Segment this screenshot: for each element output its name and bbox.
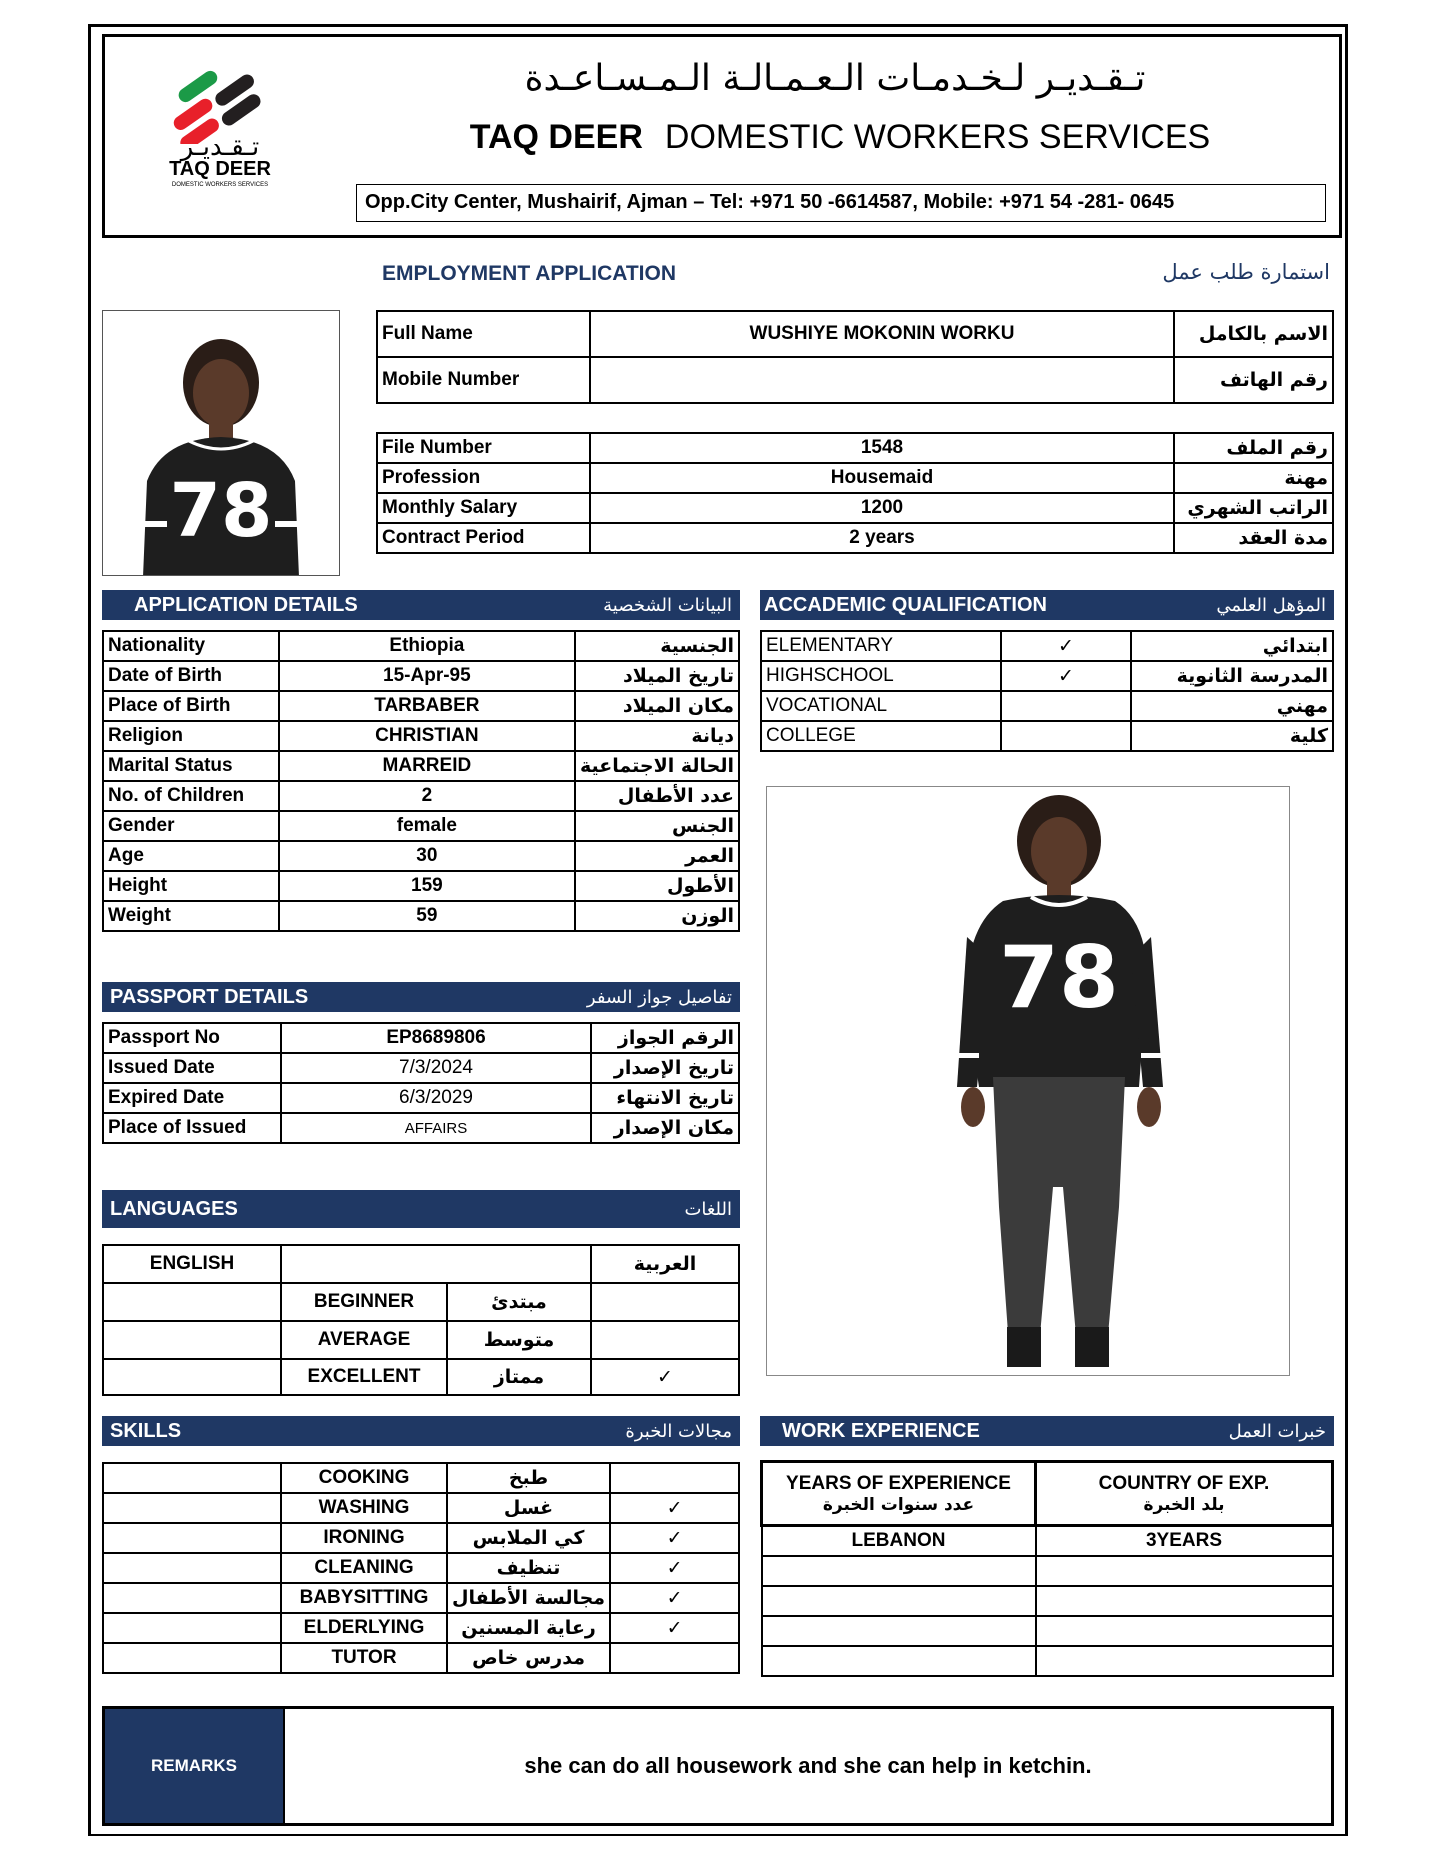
company-title [460,118,1220,157]
field-label-arabic: الأطول [575,871,739,901]
section-title: LANGUAGES [110,1197,238,1220]
jersey-number-large: 78 [999,928,1119,1028]
field-label: Gender [103,811,279,841]
remarks-label: REMARKS [105,1709,283,1823]
remarks-box [102,1706,1334,1826]
field-label-arabic: الرقم الجواز [591,1023,739,1053]
table-row [377,493,1333,523]
field-label: Place of Birth [103,691,279,721]
table-row [761,721,1333,751]
empty-cell [103,1523,281,1553]
empty-cell [103,1613,281,1643]
check-icon: ✓ [610,1553,739,1583]
check-icon: ✓ [1001,631,1131,661]
table-row [103,1523,739,1553]
skills-table [102,1462,740,1674]
field-label-arabic: مكان الإصدار [591,1113,739,1143]
table-row [762,1462,1333,1526]
field-label: Monthly Salary [377,493,590,523]
arabic-company-title: تـقـديـر لـخـدمـات الـعـمـالـة الـمـسـاعـدة [524,58,1146,99]
column-header [1036,1462,1333,1526]
full-name-value: WUSHIYE MOKONIN WORKU [590,311,1174,357]
field-label: Date of Birth [103,661,279,691]
field-label-arabic: الاسم بالكامل [1174,311,1333,357]
languages-bar [102,1190,740,1228]
language-english: ENGLISH [103,1245,281,1283]
level-label: EXCELLENT [281,1359,447,1395]
table-row [103,751,739,781]
empty-cell [103,1463,281,1493]
skill-label-arabic: مجالسة الأطفال [447,1583,610,1613]
address-box: Opp.City Center, Mushairif, Ajman – Tel: +971 50 -6614587, Mobile: +971 54 -281- 0645 [356,184,1326,222]
qualification-label: COLLEGE [761,721,1001,751]
check-icon [610,1643,739,1673]
table-row [103,691,739,721]
table-row [103,631,739,661]
table-row [762,1646,1333,1676]
field-label: Profession [377,463,590,493]
empty-cell [103,1583,281,1613]
table-row [762,1586,1333,1616]
section-title-arabic: اللغات [684,1198,732,1220]
experience-cell [1036,1646,1333,1676]
experience-cell [1036,1616,1333,1646]
work-experience-table [760,1460,1334,1677]
table-row [103,1613,739,1643]
field-label: Mobile Number [377,357,590,403]
field-value: 59 [279,901,575,931]
full-body-photo [766,786,1290,1376]
field-label-arabic: ديانة [575,721,739,751]
field-label: Passport No [103,1023,281,1053]
field-value: Housemaid [590,463,1174,493]
check-icon [591,1321,739,1359]
table-row [103,1023,739,1053]
table-row [103,1643,739,1673]
table-row [103,1359,739,1395]
check-icon [103,1359,281,1395]
column-header [762,1462,1036,1526]
field-label-arabic: الحالة الاجتماعية [575,751,739,781]
section-title: WORK EXPERIENCE [782,1419,980,1442]
table-row [103,721,739,751]
logo-text: TAQ DEER [169,158,271,180]
jersey-number: 78 [169,468,273,554]
table-row [103,1283,739,1321]
logo-arabic: تـقـديـر [180,132,260,162]
application-details-table [102,630,740,932]
field-label: Place of Issued [103,1113,281,1143]
field-value: TARBABER [279,691,575,721]
field-label: Religion [103,721,279,751]
section-title: ACCADEMIC QUALIFICATION [764,593,1047,616]
table-row [761,691,1333,721]
field-value: 2 years [590,523,1174,553]
check-icon [1001,721,1131,751]
table-row [762,1616,1333,1646]
experience-cell [1036,1556,1333,1586]
field-value: 159 [279,871,575,901]
empty-cell [103,1643,281,1673]
field-label-arabic: الجنسية [575,631,739,661]
section-title: SKILLS [110,1419,182,1442]
check-icon [591,1283,739,1321]
column-header-label: COUNTRY OF EXP. [1098,1472,1270,1494]
check-icon: ✓ [610,1583,739,1613]
languages-table [102,1244,740,1396]
table-row [377,463,1333,493]
remarks-text: she can do all housework and she can help in ketchin. [283,1709,1331,1823]
field-label-arabic: مدة العقد [1174,523,1333,553]
skill-label: BABYSITTING [281,1583,447,1613]
table-row [103,1113,739,1143]
check-icon [103,1283,281,1321]
check-icon: ✓ [591,1359,739,1395]
table-row [761,661,1333,691]
section-title-arabic: المؤهل العلمي [1216,594,1326,616]
table-row [762,1556,1333,1586]
portrait-figure-icon [103,311,340,576]
table-row [103,841,739,871]
table-row [761,631,1333,661]
field-label: Weight [103,901,279,931]
qualification-label: ELEMENTARY [761,631,1001,661]
form-title: EMPLOYMENT APPLICATION [382,262,676,285]
table-row [103,1083,739,1113]
empty-cell [103,1553,281,1583]
qualification-label: HIGHSCHOOL [761,661,1001,691]
identity-table [376,310,1334,404]
table-row [103,811,739,841]
check-icon [1001,691,1131,721]
field-value: 1548 [590,433,1174,463]
skills-bar [102,1416,740,1446]
check-icon: ✓ [610,1523,739,1553]
qualification-label-arabic: كلية [1131,721,1333,751]
field-value: female [279,811,575,841]
section-title-arabic: تفاصيل جواز السفر [586,986,732,1008]
experience-cell: LEBANON [762,1526,1036,1556]
application-details-bar [102,590,740,620]
mobile-number-value [590,357,1174,403]
file-table [376,432,1334,554]
table-row [103,1053,739,1083]
skill-label: TUTOR [281,1643,447,1673]
table-row [103,1583,739,1613]
table-row [103,1553,739,1583]
passport-table [102,1022,740,1144]
brand-name: TAQ DEER [469,118,643,156]
table-row [377,311,1333,357]
table-row [377,357,1333,403]
qualification-label-arabic: مهني [1131,691,1333,721]
form-title-arabic: استمارة طلب عمل [1162,260,1330,284]
section-title-arabic: خبرات العمل [1228,1420,1326,1442]
experience-cell [762,1556,1036,1586]
field-label-arabic: الجنس [575,811,739,841]
field-label-arabic: تاريخ الإصدار [591,1053,739,1083]
qualification-label-arabic: ابتدائي [1131,631,1333,661]
field-label-arabic: رقم الهاتف [1174,357,1333,403]
table-row [377,523,1333,553]
check-icon: ✓ [610,1493,739,1523]
table-row [103,1321,739,1359]
experience-cell [762,1616,1036,1646]
table-row [103,1245,739,1283]
language-arabic: العربية [591,1245,739,1283]
section-title-arabic: البيانات الشخصية [603,594,732,616]
section-title: APPLICATION DETAILS [134,593,358,616]
level-label-arabic: متوسط [447,1321,591,1359]
skill-label-arabic: غسل [447,1493,610,1523]
skill-label-arabic: رعاية المسنين [447,1613,610,1643]
table-row [103,901,739,931]
expired-date-value: 6/3/2029 [281,1083,591,1113]
skill-label-arabic: مدرس خاص [447,1643,610,1673]
table-row [103,1493,739,1523]
field-label: Issued Date [103,1053,281,1083]
company-subtitle: DOMESTIC WORKERS SERVICES [664,118,1211,156]
table-row [103,661,739,691]
skill-label: IRONING [281,1523,447,1553]
issued-date-value: 7/3/2024 [281,1053,591,1083]
academic-table [760,630,1334,752]
academic-bar [760,590,1334,620]
skill-label-arabic: طبخ [447,1463,610,1493]
field-label: File Number [377,433,590,463]
experience-cell [762,1586,1036,1616]
qualification-label: VOCATIONAL [761,691,1001,721]
table-row [762,1526,1333,1556]
portrait-photo [102,310,340,576]
skill-label: COOKING [281,1463,447,1493]
skill-label: ELDERLYING [281,1613,447,1643]
empty-cell [447,1245,591,1283]
section-title: PASSPORT DETAILS [110,985,309,1008]
check-icon [103,1321,281,1359]
table-row [377,433,1333,463]
field-value: MARREID [279,751,575,781]
check-icon: ✓ [610,1613,739,1643]
passport-bar [102,982,740,1012]
field-label-arabic: رقم الملف [1174,433,1333,463]
check-icon [610,1463,739,1493]
empty-cell [103,1493,281,1523]
skill-label: CLEANING [281,1553,447,1583]
column-header-arabic: بلد الخبرة [1143,1494,1225,1515]
level-label: BEGINNER [281,1283,447,1321]
field-label-arabic: تاريخ الانتهاء [591,1083,739,1113]
qualification-label-arabic: المدرسة الثانوية [1131,661,1333,691]
field-label: Nationality [103,631,279,661]
level-label-arabic: ممتاز [447,1359,591,1395]
section-title-arabic: مجالات الخبرة [625,1420,732,1442]
skill-label-arabic: كي الملابس [447,1523,610,1553]
logo-subtext: DOMESTIC WORKERS SERVICES [171,182,269,188]
field-label-arabic: الوزن [575,901,739,931]
work-experience-bar [760,1416,1334,1446]
field-value: 2 [279,781,575,811]
column-header-arabic: عدد سنوات الخبرة [822,1494,975,1515]
field-label: Full Name [377,311,590,357]
experience-cell [762,1646,1036,1676]
field-label: Expired Date [103,1083,281,1113]
level-label-arabic: مبتدئ [447,1283,591,1321]
field-label-arabic: مكان الميلاد [575,691,739,721]
place-of-issue-value: AFFAIRS [281,1113,591,1143]
field-label-arabic: عدد الأطفال [575,781,739,811]
field-label-arabic: مهنة [1174,463,1333,493]
table-row [103,871,739,901]
table-row [103,781,739,811]
skill-label: WASHING [281,1493,447,1523]
experience-cell: 3YEARS [1036,1526,1333,1556]
skill-label-arabic: تنظيف [447,1553,610,1583]
column-header-label: YEARS OF EXPERIENCE [786,1472,1011,1494]
full-body-figure-icon [767,787,1290,1376]
field-value: 15-Apr-95 [279,661,575,691]
field-label: Marital Status [103,751,279,781]
empty-cell [281,1245,447,1283]
field-label: No. of Children [103,781,279,811]
field-label: Height [103,871,279,901]
level-label: AVERAGE [281,1321,447,1359]
field-value: 30 [279,841,575,871]
field-label: Age [103,841,279,871]
field-value: 1200 [590,493,1174,523]
passport-number-value: EP8689806 [281,1023,591,1053]
field-label: Contract Period [377,523,590,553]
experience-cell [1036,1586,1333,1616]
field-label-arabic: الراتب الشهري [1174,493,1333,523]
field-label-arabic: العمر [575,841,739,871]
check-icon: ✓ [1001,661,1131,691]
field-value: CHRISTIAN [279,721,575,751]
table-row [103,1463,739,1493]
field-label-arabic: تاريخ الميلاد [575,661,739,691]
field-value: Ethiopia [279,631,575,661]
